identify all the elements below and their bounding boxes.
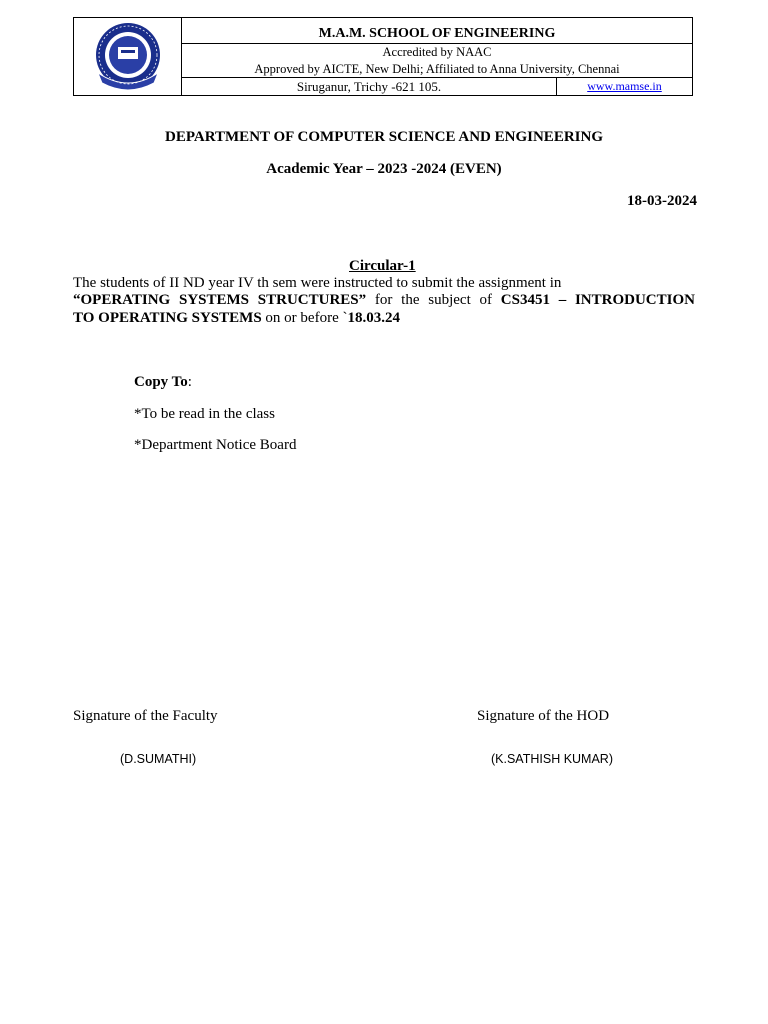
for-subject-text: for the subject of [366,292,501,308]
assignment-topic: “OPERATING SYSTEMS STRUCTURES” [73,292,367,308]
faculty-signature-label: Signature of the Faculty [73,708,218,724]
subject-name-rest: TO OPERATING SYSTEMS [73,310,262,326]
copy-to-item: *Department Notice Board [134,437,297,453]
logo-cell [74,18,182,95]
location-text: Siruganur, Trichy -621 105. [182,78,557,95]
circular-line-3 [73,310,400,327]
copy-to-label: Copy To [134,374,188,390]
circular-date: 18-03-2024 [627,193,697,209]
faculty-name: (D.SUMATHI) [120,752,197,766]
deadline-prefix: on or before ` [261,310,348,326]
accreditation-text: Accredited by NAAC [382,45,492,59]
copy-to-colon: : [187,374,192,390]
subject-code: CS3451 – INTRODUCTION [500,292,695,308]
institution-name: M.A.M. SCHOOL OF ENGINEERING [182,18,692,44]
website-link[interactable]: www.mamse.in [587,79,662,93]
copy-to-heading [134,374,192,391]
address-row [182,78,692,95]
circular-line-2 [73,292,695,309]
circular-line-1: The students of II ND year IV th sem were instructed to submit the assignment in [73,275,562,291]
deadline-date: 18.03.24 [347,310,400,326]
college-emblem-icon [92,21,164,93]
copy-to-item: *To be read in the class [134,406,275,422]
circular-title: Circular-1 [349,258,416,274]
hod-signature-label: Signature of the HOD [477,708,610,724]
hod-name: (K.SATHISH KUMAR) [491,752,613,766]
approval-text: Approved by AICTE, New Delhi; Affiliated to Anna University, Chennai [254,62,620,76]
letterhead-table [73,17,693,96]
academic-year: Academic Year – 2023 -2024 (EVEN) [266,161,502,177]
department-title: DEPARTMENT OF COMPUTER SCIENCE AND ENGINEERING [165,129,603,145]
accreditation-cell [182,44,692,78]
